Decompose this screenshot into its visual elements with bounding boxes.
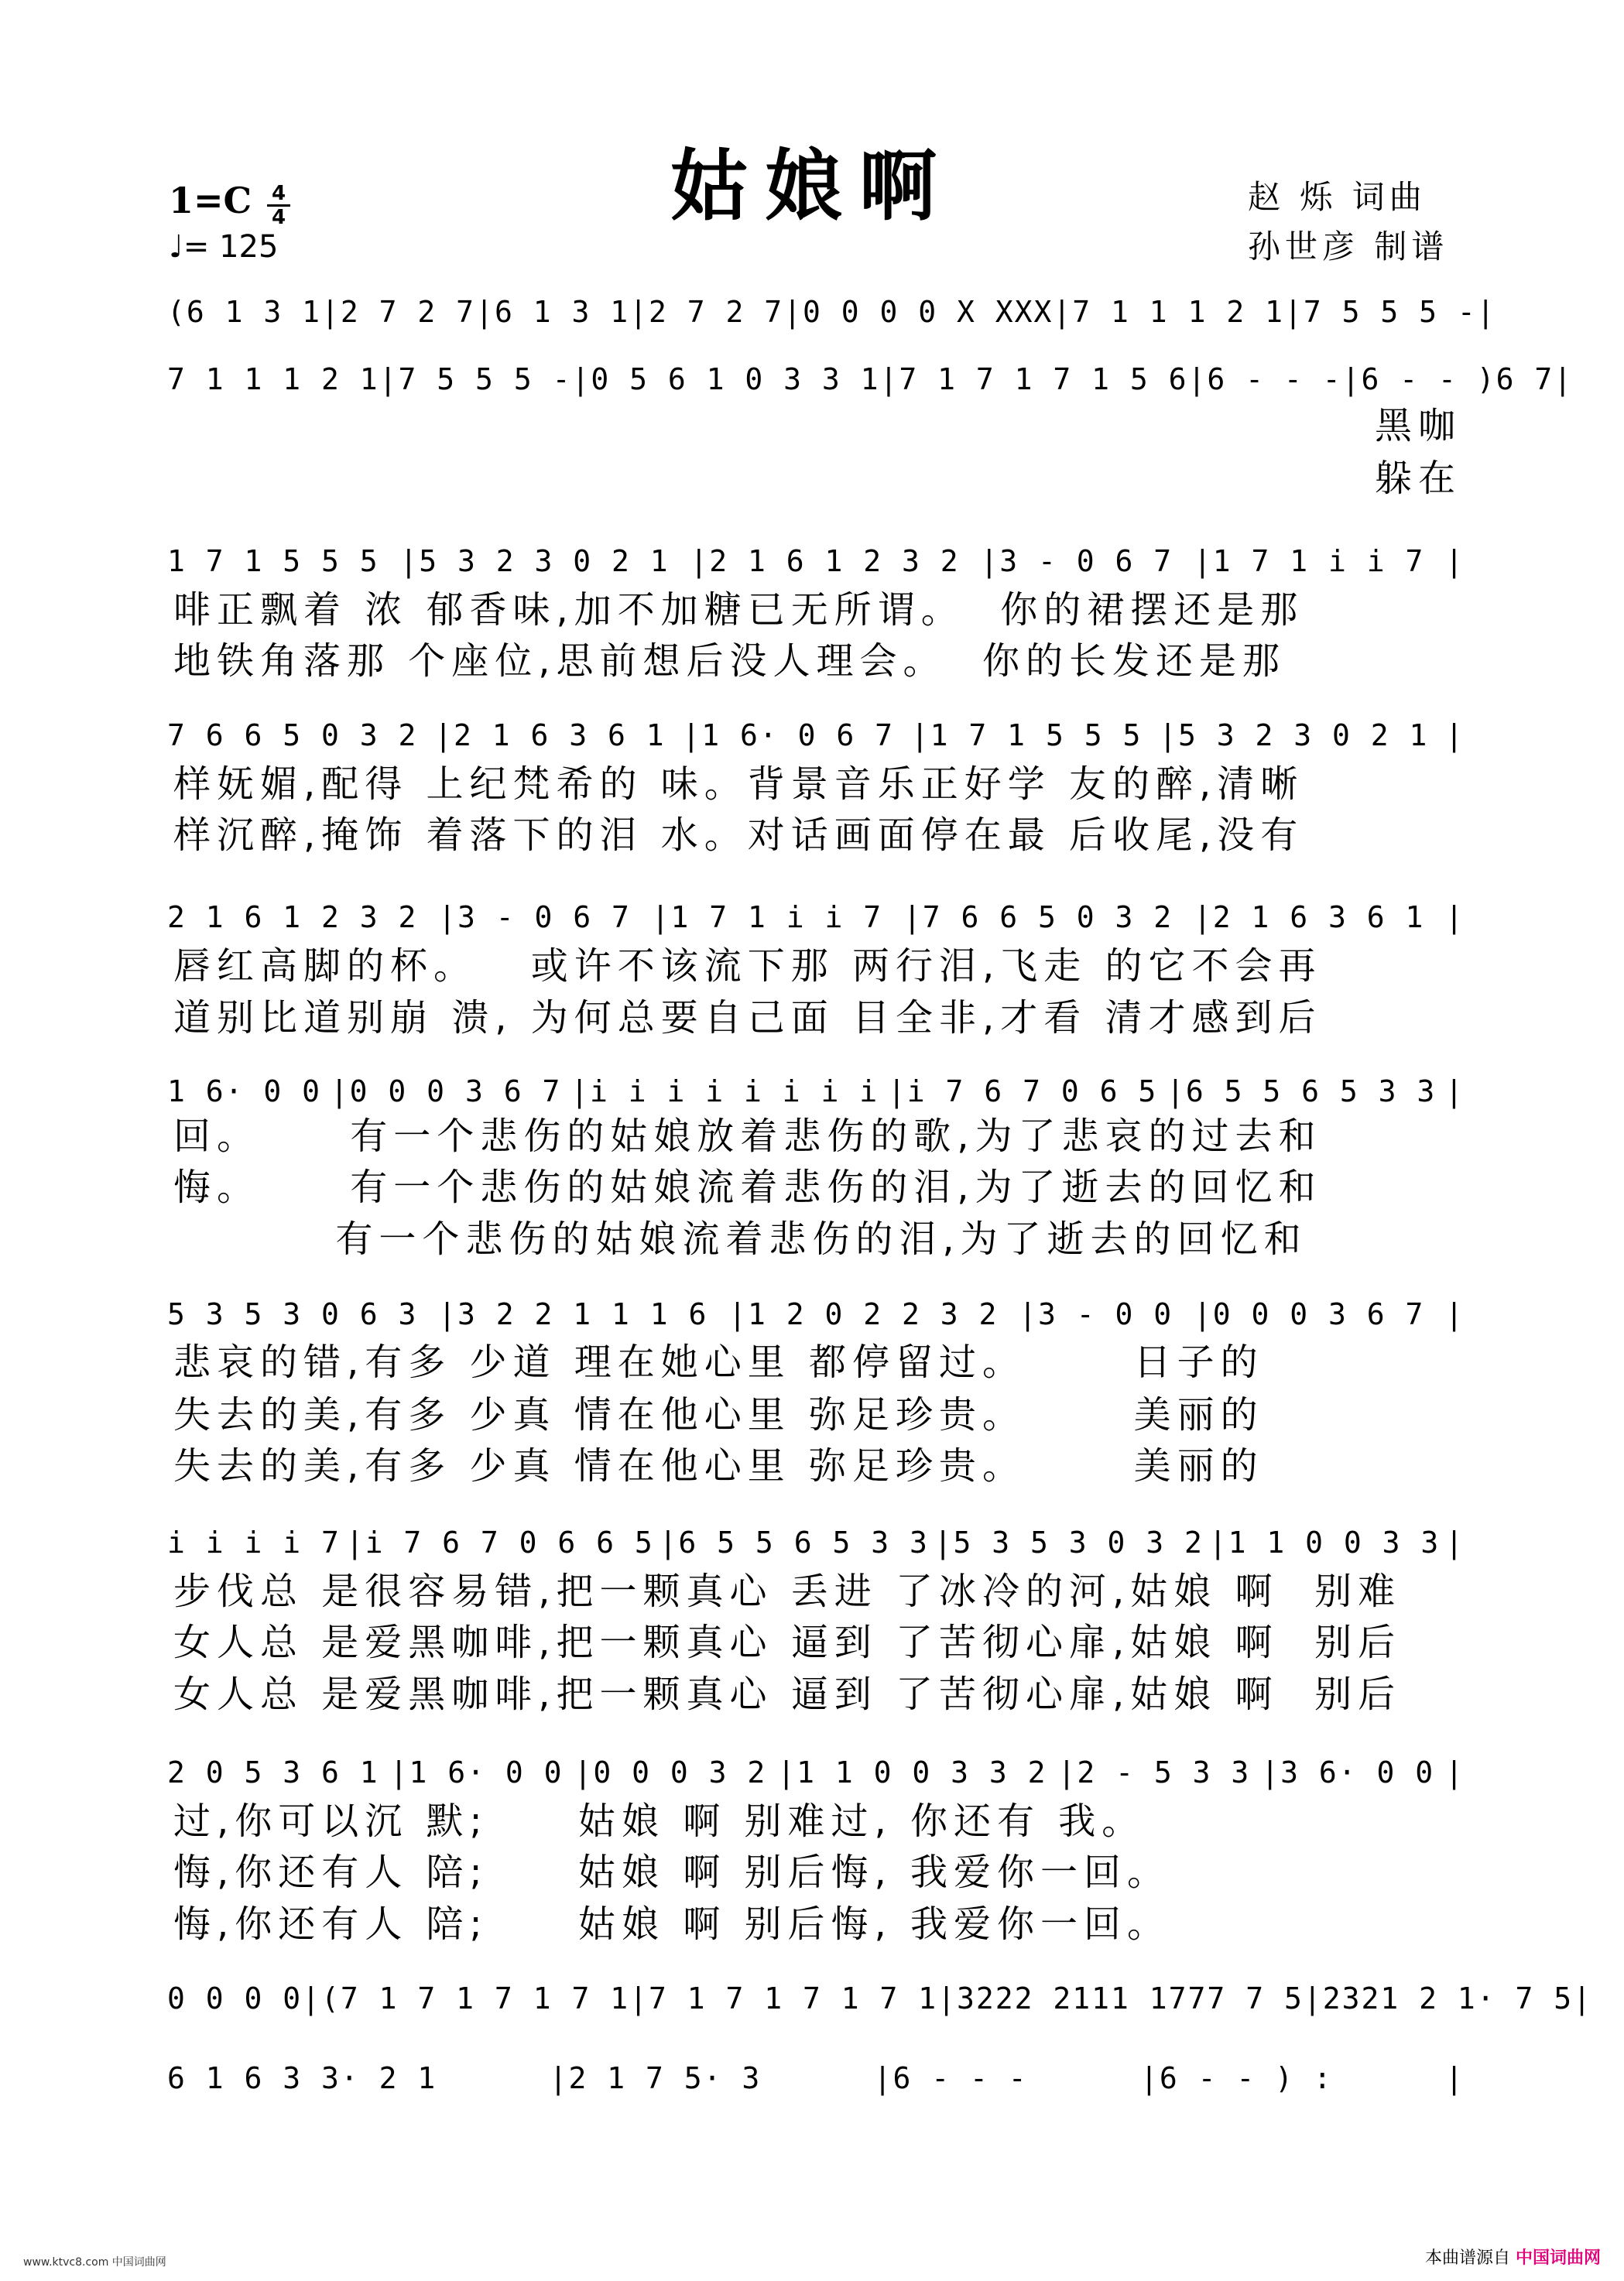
measure: 1 7 1 5 5 5 xyxy=(167,544,379,578)
notation-row-3 xyxy=(167,542,1465,581)
measure: |i 7 6 7 0 6 6 5 xyxy=(345,1526,654,1560)
notation-row-7 xyxy=(167,1295,1465,1334)
lyric-intro-2: 躲在 xyxy=(1374,457,1461,500)
measure: |0 0 0 3 6 7 xyxy=(330,1074,562,1108)
measure: |2 1 7 5· 3 xyxy=(549,2061,762,2095)
key-signature: 1=C xyxy=(169,180,252,221)
measure: |7 1 1 1 2 1 xyxy=(1053,295,1284,329)
lyric-line: 步伐总 是很容易错,把一颗真心 丢进 了冰冷的河,姑娘 啊 别难 xyxy=(173,1570,1402,1613)
notation-row-6 xyxy=(167,1072,1465,1111)
measure: |1 7 1 i i 7 xyxy=(651,900,883,934)
credit-transcriber: 孙世彦 制谱 xyxy=(1248,228,1449,265)
measure: |1 2 0 2 2 3 2 xyxy=(728,1297,999,1331)
measure: |1 7 1 5 5 5 xyxy=(910,718,1143,752)
lyric-line: 啡正飘着 浓 郁香味,加不加糖已无所谓。 你的裙摆还是那 xyxy=(173,588,1304,632)
measure: 7 6 6 5 0 3 2 xyxy=(167,718,418,752)
measure: 2 0 5 3 6 1 xyxy=(167,1755,379,1790)
measure: 1 6· 0 0 xyxy=(167,1074,322,1108)
footer-source xyxy=(1425,2245,1601,2269)
barline: | xyxy=(1445,900,1465,934)
measure: |1 7 1 i i 7 xyxy=(1193,544,1425,578)
lyric-line: 唇红高脚的杯。 或许不该流下那 两行泪,飞走 的它不会再 xyxy=(173,944,1322,988)
barline: | xyxy=(1554,362,1574,396)
measure: |2 7 2 7 xyxy=(629,295,784,329)
measure: |3 2 2 1 1 1 6 xyxy=(438,1297,708,1331)
measure: |2321 2 1· 7 5 xyxy=(1303,1981,1574,2016)
lyric-line: 悲哀的错,有多 少道 理在她心里 都停留过。 日子的 xyxy=(173,1341,1264,1384)
measure: |6 - - - xyxy=(873,2061,1028,2095)
measure: |7 1 7 1 7 1 5 6 xyxy=(879,362,1188,396)
measure: |2 - 5 3 3 xyxy=(1057,1755,1251,1790)
lyric-line: 样沉醉,掩饰 着落下的泪 水。对话画面停在最 后收尾,没有 xyxy=(173,813,1304,857)
measure: (6 1 3 1 xyxy=(167,295,322,329)
lyric-line: 失去的美,有多 少真 情在他心里 弥足珍贵。 美丽的 xyxy=(173,1444,1264,1488)
barline: | xyxy=(1445,718,1465,752)
footer-site: www.ktvc8.com 中国词曲网 xyxy=(23,2256,166,2269)
barline: | xyxy=(1445,1526,1465,1560)
barline: | xyxy=(1445,544,1465,578)
footer-source-label: 本曲谱源自 xyxy=(1424,2248,1510,2268)
measure: |3 - 0 6 7 xyxy=(980,544,1173,578)
measure: |6 5 5 6 5 3 3 xyxy=(659,1526,929,1560)
measure: |0 5 6 1 0 3 3 1 xyxy=(571,362,880,396)
measure: |0 0 0 3 2 xyxy=(574,1755,767,1790)
time-sig-top: 4 xyxy=(271,182,286,205)
measure: |3 - 0 6 7 xyxy=(438,900,631,934)
time-signature xyxy=(267,183,290,228)
lyric-line: 女人总 是爱黑咖啡,把一颗真心 逼到 了苦彻心扉,姑娘 啊 别后 xyxy=(173,1673,1402,1716)
measure: 5 3 5 3 0 6 3 xyxy=(167,1297,418,1331)
lyric-line: 女人总 是爱黑咖啡,把一颗真心 逼到 了苦彻心扉,姑娘 啊 别后 xyxy=(173,1621,1402,1664)
lyric-line: 回。 有一个悲伤的姑娘放着悲伤的歌,为了悲哀的过去和 xyxy=(173,1115,1322,1158)
notation-row-1 xyxy=(167,293,1496,331)
measure: |7 6 6 5 0 3 2 xyxy=(903,900,1173,934)
lyric-line: 失去的美,有多 少真 情在他心里 弥足珍贵。 美丽的 xyxy=(173,1393,1264,1437)
notation-row-8 xyxy=(167,1523,1465,1562)
measure: 2 1 6 1 2 3 2 xyxy=(167,900,418,934)
measure: |5 3 2 3 0 2 1 xyxy=(1159,718,1429,752)
measure: |0 0 0 0 X XXX xyxy=(783,295,1054,329)
measure: |3 - 0 0 xyxy=(1019,1297,1173,1331)
measure: 0 0 0 0 xyxy=(167,1981,303,2016)
footer-brand: 中国词曲网 xyxy=(1515,2248,1601,2268)
measure: |(7 1 7 1 7 1 7 1 xyxy=(302,1981,630,2016)
measure: |1 6· 0 6 7 xyxy=(682,718,895,752)
lyric-intro-1: 黑咖 xyxy=(1374,404,1461,447)
notation-row-10 xyxy=(167,1979,1593,2018)
barline: | xyxy=(1573,1981,1593,2016)
time-sig-bottom: 4 xyxy=(267,204,290,228)
barline: | xyxy=(1445,2061,1465,2095)
notation-row-5 xyxy=(167,898,1465,937)
measure: |5 3 5 3 0 3 2 xyxy=(934,1526,1204,1560)
measure: |2 1 6 1 2 3 2 xyxy=(690,544,960,578)
barline: | xyxy=(1445,1755,1465,1790)
measure: |2 1 6 3 6 1 xyxy=(1193,900,1425,934)
notation-row-2 xyxy=(167,360,1574,399)
credit-lyrics-music: 赵 烁 词曲 xyxy=(1248,178,1427,216)
measure: |5 3 2 3 0 2 1 xyxy=(399,544,670,578)
measure: |3222 2111 1777 7 5 xyxy=(937,1981,1304,2016)
lyric-line: 地铁角落那 个座位,思前想后没人理会。 你的长发还是那 xyxy=(173,639,1287,683)
measure: |2 7 2 7 xyxy=(321,295,476,329)
lyric-line: 悔。 有一个悲伤的姑娘流着悲伤的泪,为了逝去的回忆和 xyxy=(173,1166,1322,1209)
barline: | xyxy=(1476,295,1496,329)
tempo-mark: ♩= 125 xyxy=(169,229,279,265)
measure: i i i i 7 xyxy=(167,1526,341,1560)
lyric-line: 样妩媚,配得 上纪梵希的 味。背景音乐正好学 友的醉,清晰 xyxy=(173,762,1304,806)
notation-row-11 xyxy=(167,2059,1465,2098)
lyric-line: 道别比道别崩 溃, 为何总要自己面 目全非,才看 清才感到后 xyxy=(173,996,1322,1039)
measure: |i 7 6 7 0 6 5 xyxy=(887,1074,1158,1108)
measure: |6 5 5 6 5 3 3 xyxy=(1166,1074,1437,1108)
measure: |7 5 5 5 - xyxy=(379,362,572,396)
measure: |3 6· 0 0 xyxy=(1261,1755,1435,1790)
measure: |1 1 0 0 3 3 xyxy=(1208,1526,1441,1560)
lyric-line: 悔,你还有人 陪; 姑娘 啊 别后悔, 我爱你一回。 xyxy=(173,1851,1171,1894)
measure: |6 - - - xyxy=(1187,362,1342,396)
lyric-line: 过,你可以沉 默; 姑娘 啊 别难过, 你还有 我。 xyxy=(173,1800,1146,1843)
lyric-line: 悔,你还有人 陪; 姑娘 啊 别后悔, 我爱你一回。 xyxy=(173,1903,1171,1946)
barline: | xyxy=(1445,1074,1465,1108)
song-title: 姑娘啊 xyxy=(670,140,954,231)
measure: 7 1 1 1 2 1 xyxy=(167,362,379,396)
barline: | xyxy=(1445,1297,1465,1331)
measure: 6 1 6 3 3· 2 1 xyxy=(167,2061,437,2095)
measure: |7 1 7 1 7 1 7 1 xyxy=(629,1981,938,2016)
notation-row-9 xyxy=(167,1753,1465,1792)
measure: |1 6· 0 0 xyxy=(389,1755,564,1790)
measure: |6 - - )6 7 xyxy=(1341,362,1554,396)
measure: |6 - - ) : xyxy=(1139,2061,1333,2095)
measure: |6 1 3 1 xyxy=(475,295,630,329)
measure: |0 0 0 3 6 7 xyxy=(1193,1297,1425,1331)
lyric-line: 有一个悲伤的姑娘流着悲伤的泪,为了逝去的回忆和 xyxy=(173,1218,1307,1261)
measure: |7 5 5 5 - xyxy=(1283,295,1477,329)
notation-row-4 xyxy=(167,716,1465,755)
measure: |i i i i i i i i xyxy=(570,1074,879,1108)
measure: |2 1 6 3 6 1 xyxy=(434,718,666,752)
measure: |1 1 0 0 3 3 2 xyxy=(777,1755,1047,1790)
